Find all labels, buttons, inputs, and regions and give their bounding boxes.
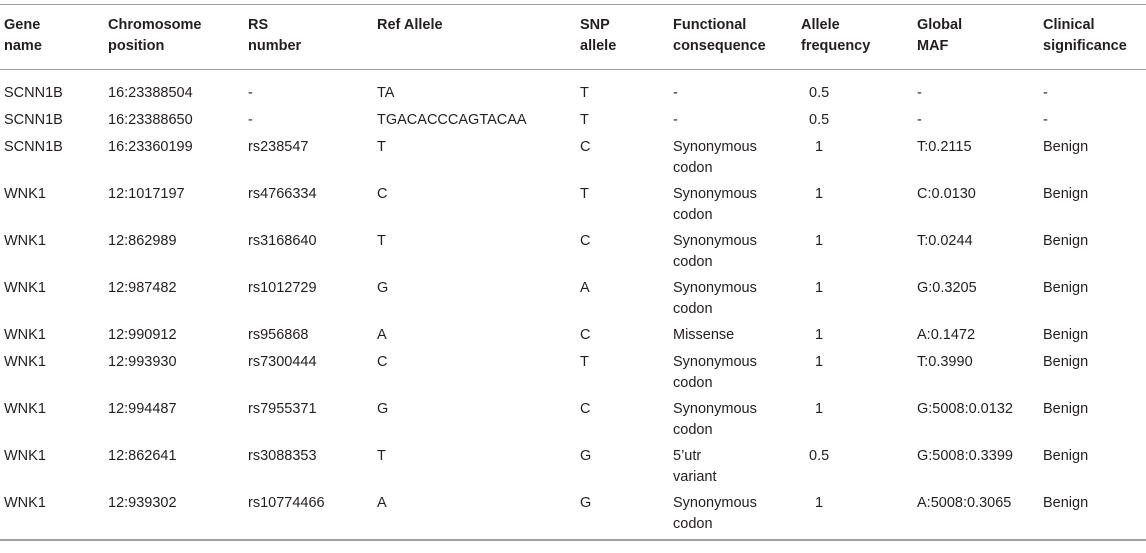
functional-consequence-cell — [673, 492, 801, 540]
cell-text: G:5008:0.3399 — [917, 448, 1013, 464]
allele-frequency-cell — [801, 492, 917, 540]
table-row — [0, 277, 1146, 324]
header-ref-allele: Ref Allele — [377, 17, 443, 33]
header-chromosome-position: Chromosome position — [108, 17, 202, 54]
allele-frequency-cell — [801, 70, 917, 110]
cell-text: Benign — [1043, 448, 1089, 464]
snp-allele-cell — [580, 109, 673, 136]
snp-allele-cell — [580, 70, 673, 110]
clinical-significance-cell — [1043, 492, 1146, 540]
chromosome-position-cell — [108, 398, 248, 445]
cell-text: Synonymous codon — [673, 233, 757, 270]
cell-text: A — [377, 495, 387, 511]
cell-text: Synonymous codon — [673, 186, 757, 223]
functional-consequence-cell — [673, 445, 801, 492]
rs-number-cell — [248, 109, 377, 136]
clinical-significance-cell — [1043, 324, 1146, 351]
ref-allele-cell — [377, 183, 580, 230]
cell-text: 16:23360199 — [108, 139, 193, 155]
cell-text: A — [377, 327, 387, 343]
chromosome-position-cell — [108, 109, 248, 136]
cell-text: Synonymous codon — [673, 354, 757, 391]
cell-text: SCNN1B — [4, 139, 63, 155]
cell-text: rs3168640 — [248, 233, 317, 249]
rs-number-cell — [248, 492, 377, 540]
rs-number-cell — [248, 136, 377, 183]
rs-number-cell — [248, 445, 377, 492]
cell-text: WNK1 — [4, 401, 46, 417]
ref-allele-cell — [377, 324, 580, 351]
cell-text: rs1012729 — [248, 280, 317, 296]
rs-number-cell — [248, 398, 377, 445]
cell-text: T — [377, 139, 386, 155]
cell-text: 0.5 — [809, 448, 830, 464]
cell-text: G — [580, 448, 592, 464]
gene-name-cell — [0, 109, 108, 136]
cell-text: A:5008:0.3065 — [917, 495, 1012, 511]
cell-text: T — [377, 233, 386, 249]
clinical-significance-cell — [1043, 230, 1146, 277]
cell-text: 12:987482 — [108, 280, 177, 296]
table-row — [0, 183, 1146, 230]
cell-text: TA — [377, 85, 395, 101]
global-maf-cell — [917, 277, 1043, 324]
cell-text: Benign — [1043, 327, 1089, 343]
cell-text: Benign — [1043, 354, 1089, 370]
cell-text: T:0.2115 — [917, 139, 972, 155]
chromosome-position-cell — [108, 277, 248, 324]
ref-allele-cell — [377, 70, 580, 110]
snp-allele-cell — [580, 398, 673, 445]
cell-text: 12:862641 — [108, 448, 177, 464]
cell-text: - — [917, 85, 922, 101]
table-row — [0, 351, 1146, 398]
cell-text: C — [377, 354, 388, 370]
cell-text: C:0.0130 — [917, 186, 976, 202]
cell-text: - — [1043, 112, 1048, 128]
cell-text: rs956868 — [248, 327, 309, 343]
snp-allele-cell — [580, 492, 673, 540]
table-row — [0, 230, 1146, 277]
cell-text: 1 — [815, 233, 824, 249]
cell-text: WNK1 — [4, 354, 46, 370]
allele-frequency-cell — [801, 277, 917, 324]
cell-text: 12:939302 — [108, 495, 177, 511]
clinical-significance-cell — [1043, 351, 1146, 398]
rs-number-cell — [248, 324, 377, 351]
header-clinical-significance: Clinical significance — [1043, 17, 1127, 54]
table-header-row — [0, 5, 1146, 70]
global-maf-cell — [917, 445, 1043, 492]
cell-text: T — [580, 354, 589, 370]
cell-text: - — [248, 112, 253, 128]
gene-name-cell — [0, 183, 108, 230]
cell-text: 12:994487 — [108, 401, 177, 417]
ref-allele-cell — [377, 398, 580, 445]
cell-text: Missense — [673, 327, 735, 343]
functional-consequence-cell — [673, 351, 801, 398]
cell-text: - — [673, 85, 678, 101]
cell-text: WNK1 — [4, 233, 46, 249]
cell-text: WNK1 — [4, 448, 46, 464]
gene-name-cell — [0, 445, 108, 492]
cell-text: 1 — [815, 354, 824, 370]
cell-text: T:0.0244 — [917, 233, 973, 249]
cell-text: G — [377, 280, 389, 296]
snp-allele-cell — [580, 324, 673, 351]
allele-frequency-cell — [801, 445, 917, 492]
cell-text: 0.5 — [809, 112, 830, 128]
cell-text: G — [580, 495, 592, 511]
cell-text: T — [580, 85, 589, 101]
table-row — [0, 492, 1146, 540]
cell-text: A — [580, 280, 590, 296]
functional-consequence-cell — [673, 398, 801, 445]
global-maf-cell — [917, 183, 1043, 230]
functional-consequence-cell — [673, 109, 801, 136]
allele-frequency-cell — [801, 398, 917, 445]
rs-number-cell — [248, 351, 377, 398]
cell-text: SCNN1B — [4, 85, 63, 101]
cell-text: G — [377, 401, 389, 417]
functional-consequence-cell — [673, 277, 801, 324]
chromosome-position-cell — [108, 492, 248, 540]
global-maf-cell — [917, 70, 1043, 110]
rs-number-cell — [248, 183, 377, 230]
table-row — [0, 109, 1146, 136]
functional-consequence-cell — [673, 136, 801, 183]
header-rs-number: RS number — [248, 17, 302, 54]
cell-text: C — [377, 186, 388, 202]
snp-allele-cell — [580, 351, 673, 398]
cell-text: 1 — [815, 186, 824, 202]
cell-text: WNK1 — [4, 186, 46, 202]
functional-consequence-cell — [673, 183, 801, 230]
chromosome-position-cell — [108, 70, 248, 110]
gene-name-cell — [0, 324, 108, 351]
cell-text: Benign — [1043, 233, 1089, 249]
cell-text: 1 — [815, 280, 824, 296]
header-allele-frequency: Allele frequency — [801, 17, 871, 54]
cell-text: WNK1 — [4, 327, 46, 343]
functional-consequence-cell — [673, 230, 801, 277]
snp-table-container — [0, 4, 1146, 553]
cell-text: Benign — [1043, 401, 1089, 417]
gene-name-cell — [0, 398, 108, 445]
cell-text: C — [580, 401, 591, 417]
gene-name-cell — [0, 136, 108, 183]
cell-text: Benign — [1043, 139, 1089, 155]
global-maf-cell — [917, 136, 1043, 183]
cell-text: 1 — [815, 495, 824, 511]
chromosome-position-cell — [108, 230, 248, 277]
rs-number-cell — [248, 70, 377, 110]
rs-number-cell — [248, 230, 377, 277]
cell-text: G:0.3205 — [917, 280, 977, 296]
cell-text: 12:990912 — [108, 327, 177, 343]
cell-text: TGACACCCAGTACAA — [377, 112, 527, 128]
cell-text: C — [580, 327, 591, 343]
rs-number-cell — [248, 277, 377, 324]
cell-text: Synonymous codon — [673, 280, 757, 317]
clinical-significance-cell — [1043, 277, 1146, 324]
cell-text: 12:862989 — [108, 233, 177, 249]
cell-text: rs238547 — [248, 139, 309, 155]
cell-text: rs3088353 — [248, 448, 317, 464]
cell-text: rs10774466 — [248, 495, 325, 511]
clinical-significance-cell — [1043, 136, 1146, 183]
ref-allele-cell — [377, 277, 580, 324]
chromosome-position-cell — [108, 324, 248, 351]
cell-text: A:0.1472 — [917, 327, 976, 343]
snp-variants-table — [0, 4, 1146, 541]
allele-frequency-cell — [801, 351, 917, 398]
cell-text: 0.5 — [809, 85, 830, 101]
clinical-significance-cell — [1043, 445, 1146, 492]
table-row — [0, 398, 1146, 445]
ref-allele-cell — [377, 109, 580, 136]
cell-text: Synonymous codon — [673, 139, 757, 176]
snp-allele-cell — [580, 136, 673, 183]
snp-allele-cell — [580, 445, 673, 492]
cell-text: rs4766334 — [248, 186, 317, 202]
cell-text: 5’utr variant — [673, 448, 717, 485]
gene-name-cell — [0, 70, 108, 110]
header-snp-allele: SNP allele — [580, 17, 617, 54]
table-row — [0, 70, 1146, 110]
cell-text: Benign — [1043, 280, 1089, 296]
cell-text: 16:23388650 — [108, 112, 193, 128]
cell-text: 12:993930 — [108, 354, 177, 370]
global-maf-cell — [917, 230, 1043, 277]
cell-text: Benign — [1043, 495, 1089, 511]
functional-consequence-cell — [673, 70, 801, 110]
cell-text: - — [248, 85, 253, 101]
allele-frequency-cell — [801, 109, 917, 136]
cell-text: T — [580, 112, 589, 128]
clinical-significance-cell — [1043, 183, 1146, 230]
chromosome-position-cell — [108, 445, 248, 492]
cell-text: Synonymous codon — [673, 495, 757, 532]
global-maf-cell — [917, 324, 1043, 351]
cell-text: WNK1 — [4, 495, 46, 511]
chromosome-position-cell — [108, 183, 248, 230]
cell-text: T — [580, 186, 589, 202]
snp-allele-cell — [580, 183, 673, 230]
cell-text: SCNN1B — [4, 112, 63, 128]
gene-name-cell — [0, 492, 108, 540]
ref-allele-cell — [377, 492, 580, 540]
gene-name-cell — [0, 351, 108, 398]
ref-allele-cell — [377, 445, 580, 492]
cell-text: T:0.3990 — [917, 354, 973, 370]
cell-text: T — [377, 448, 386, 464]
table-body — [0, 70, 1146, 541]
clinical-significance-cell — [1043, 398, 1146, 445]
gene-name-cell — [0, 230, 108, 277]
header-global-maf: Global MAF — [917, 17, 963, 54]
gene-name-cell — [0, 277, 108, 324]
global-maf-cell — [917, 351, 1043, 398]
global-maf-cell — [917, 492, 1043, 540]
cell-text: C — [580, 233, 591, 249]
cell-text: rs7300444 — [248, 354, 317, 370]
cell-text: 1 — [815, 327, 824, 343]
header-gene-name: Gene name — [4, 17, 42, 54]
header-functional-consequence: Functional consequence — [673, 17, 766, 54]
cell-text: Benign — [1043, 186, 1089, 202]
global-maf-cell — [917, 398, 1043, 445]
clinical-significance-cell — [1043, 109, 1146, 136]
allele-frequency-cell — [801, 230, 917, 277]
ref-allele-cell — [377, 230, 580, 277]
ref-allele-cell — [377, 136, 580, 183]
table-row — [0, 324, 1146, 351]
allele-frequency-cell — [801, 183, 917, 230]
snp-allele-cell — [580, 277, 673, 324]
allele-frequency-cell — [801, 136, 917, 183]
clinical-significance-cell — [1043, 70, 1146, 110]
allele-frequency-cell — [801, 324, 917, 351]
cell-text: 12:1017197 — [108, 186, 185, 202]
cell-text: - — [673, 112, 678, 128]
chromosome-position-cell — [108, 136, 248, 183]
cell-text: - — [1043, 85, 1048, 101]
cell-text: - — [917, 112, 922, 128]
ref-allele-cell — [377, 351, 580, 398]
table-row — [0, 445, 1146, 492]
cell-text: WNK1 — [4, 280, 46, 296]
cell-text: C — [580, 139, 591, 155]
snp-allele-cell — [580, 230, 673, 277]
global-maf-cell — [917, 109, 1043, 136]
cell-text: 16:23388504 — [108, 85, 193, 101]
cell-text: G:5008:0.0132 — [917, 401, 1013, 417]
cell-text: Synonymous codon — [673, 401, 757, 438]
cell-text: 1 — [815, 139, 824, 155]
table-row — [0, 136, 1146, 183]
functional-consequence-cell — [673, 324, 801, 351]
cell-text: rs7955371 — [248, 401, 317, 417]
chromosome-position-cell — [108, 351, 248, 398]
cell-text: 1 — [815, 401, 824, 417]
